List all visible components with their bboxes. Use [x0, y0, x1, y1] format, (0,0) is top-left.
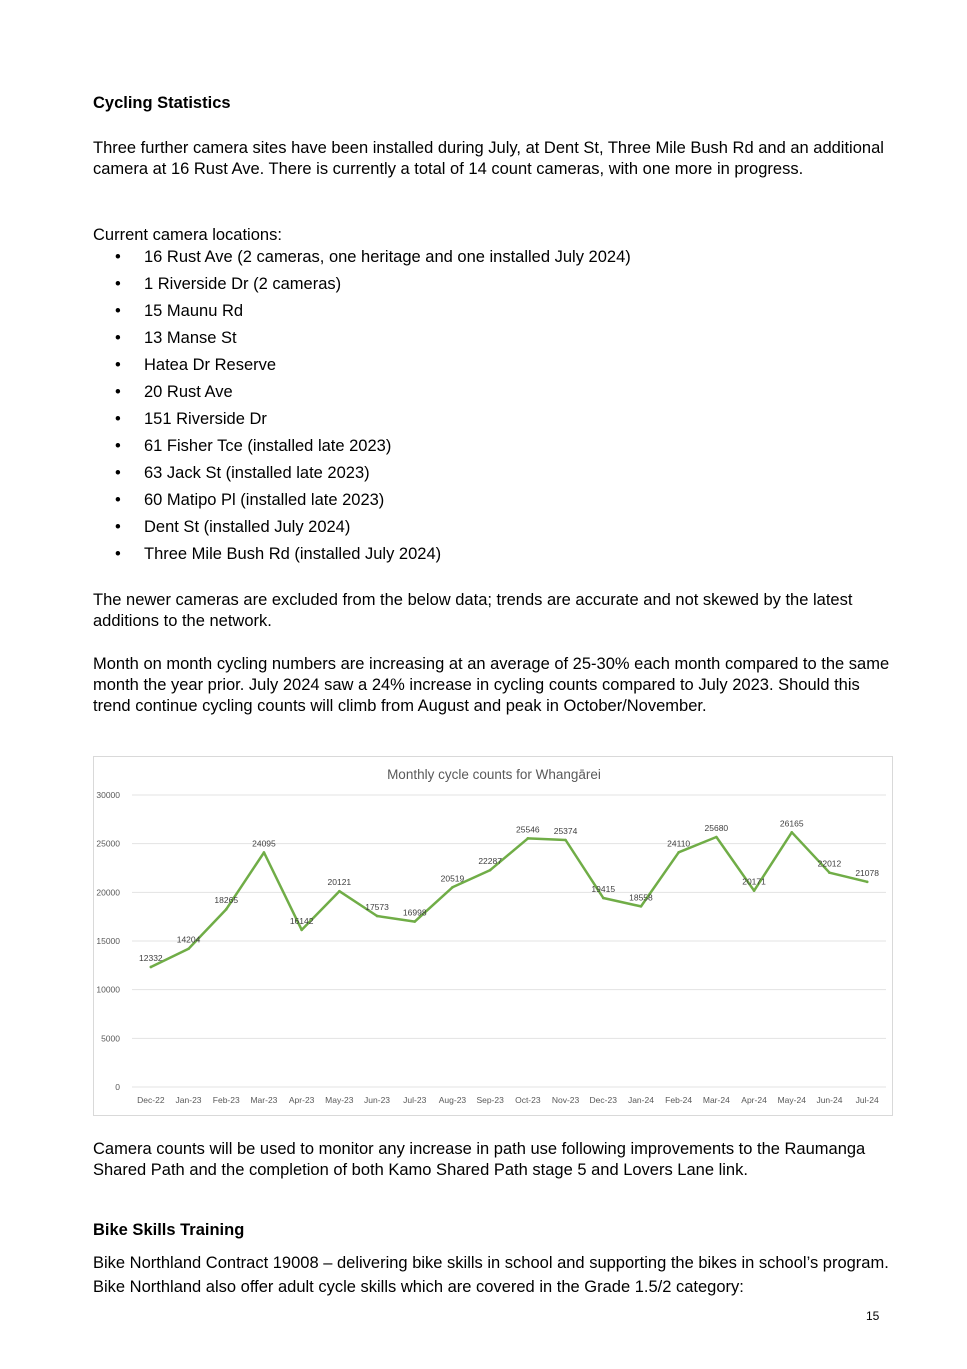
- data-point: [451, 886, 454, 889]
- y-tick-label: 20000: [96, 887, 120, 898]
- bullet-icon: •: [115, 545, 121, 563]
- data-label: 20519: [440, 873, 465, 884]
- data-point: [828, 871, 831, 874]
- data-label: 12332: [139, 952, 163, 963]
- data-point: [150, 966, 153, 969]
- x-tick-label: May-24: [777, 1095, 806, 1105]
- trend-paragraph: Month on month cycling numbers are increasing at an average of 25-30% each month compared to the same month the year prior. July 2024 saw a 24% increase in cycling counts compared to July 2023. Should this trend continue cycling counts will climb from August and peak in October/November.: [93, 655, 890, 715]
- camera-location-item: [93, 515, 631, 542]
- data-point: [338, 890, 341, 893]
- data-label: 16142: [289, 915, 314, 926]
- data-point: [715, 836, 718, 839]
- camera-location-item: [93, 272, 631, 299]
- x-tick-label: Aug-23: [438, 1095, 467, 1105]
- x-tick-label: May-23: [325, 1095, 354, 1105]
- x-tick-label: Jul-24: [855, 1095, 879, 1105]
- bullet-icon: •: [115, 383, 121, 401]
- data-point: [225, 908, 228, 911]
- camera-location-item: [93, 245, 631, 272]
- data-label: 17573: [365, 901, 389, 912]
- camera-location-text: Three Mile Bush Rd (installed July 2024): [144, 545, 442, 563]
- camera-location-text: 151 Riverside Dr: [144, 410, 267, 428]
- data-point: [602, 897, 605, 900]
- data-point: [527, 837, 530, 840]
- data-label: 26165: [779, 818, 804, 829]
- x-tick-label: Sep-23: [476, 1095, 504, 1105]
- x-tick-label: Feb-24: [665, 1095, 693, 1105]
- data-label: 25546: [516, 824, 540, 835]
- data-label: 18558: [629, 892, 653, 903]
- data-label: 20121: [327, 877, 352, 888]
- data-point: [753, 889, 756, 892]
- bullet-icon: •: [115, 248, 121, 266]
- x-tick-label: Feb-23: [212, 1095, 240, 1105]
- intro-paragraph: Three further camera sites have been installed during July, at Dent St, Three Mile Bush Rd and an additional camera at 16 Rust Ave. There is currently a total of 14 count cameras, with one more in progress.: [93, 139, 884, 178]
- camera-location-text: 61 Fisher Tce (installed late 2023): [144, 437, 392, 455]
- x-tick-label: Jun-23: [364, 1095, 391, 1105]
- locations-label: Current camera locations:: [93, 226, 282, 244]
- bullet-icon: •: [115, 464, 121, 482]
- camera-location-item: [93, 299, 631, 326]
- camera-location-text: Hatea Dr Reserve: [144, 356, 277, 374]
- data-label: 16998: [402, 907, 427, 918]
- camera-location-item: [93, 353, 631, 380]
- data-point: [866, 881, 869, 884]
- x-tick-label: Jan-23: [175, 1095, 202, 1105]
- y-tick-label: 0: [115, 1082, 120, 1092]
- x-tick-label: Mar-24: [702, 1095, 730, 1105]
- camera-location-item: [93, 380, 631, 407]
- data-label: 18265: [214, 895, 239, 906]
- data-point: [187, 947, 190, 950]
- data-label: 20171: [742, 876, 766, 887]
- section-heading-bike-skills-training: Bike Skills Training: [93, 1221, 245, 1239]
- page-number: 15: [866, 1309, 880, 1323]
- y-tick-label: 15000: [96, 936, 120, 946]
- data-label: 14204: [176, 934, 201, 945]
- bullet-icon: •: [115, 329, 121, 347]
- bullet-icon: •: [115, 275, 121, 293]
- x-tick-label: Apr-23: [288, 1095, 315, 1105]
- camera-location-item: [93, 326, 631, 353]
- camera-location-text: 60 Matipo Pl (installed late 2023): [144, 491, 385, 509]
- camera-location-text: 13 Manse St: [144, 329, 237, 347]
- camera-location-item: [93, 488, 631, 515]
- camera-location-item: [93, 542, 631, 569]
- y-tick-label: 10000: [96, 984, 120, 995]
- camera-location-text: 1 Riverside Dr (2 cameras): [144, 275, 342, 293]
- camera-location-text: 63 Jack St (installed late 2023): [144, 464, 370, 482]
- x-tick-label: Jun-24: [816, 1095, 843, 1105]
- bullet-icon: •: [115, 410, 121, 428]
- bullet-icon: •: [115, 302, 121, 320]
- bike-skills-paragraph: Bike Northland Contract 19008 – delivering bike skills in school and supporting the bikes in school’s program. Bike Northland also offer adult cycle skills which are covered in the Grade 1.5/2 category:: [93, 1254, 889, 1296]
- data-point: [300, 929, 303, 932]
- x-tick-label: Jan-24: [627, 1095, 654, 1105]
- bullet-icon: •: [115, 437, 121, 455]
- data-point: [790, 831, 793, 834]
- camera-location-text: 15 Maunu Rd: [144, 302, 244, 320]
- data-label: 21078: [855, 867, 879, 878]
- data-point: [677, 851, 680, 854]
- x-tick-label: Dec-23: [589, 1095, 617, 1105]
- chart-title: Monthly cycle counts for Whangārei: [387, 767, 601, 782]
- data-point: [564, 839, 567, 842]
- newer-cameras-note: The newer cameras are excluded from the below data; trends are accurate and not skewed by the latest additions to the network.: [93, 591, 853, 630]
- data-label: 22012: [817, 858, 842, 869]
- data-label: 24110: [667, 838, 691, 849]
- y-tick-label: 25000: [96, 838, 120, 849]
- camera-location-item: [93, 434, 631, 461]
- data-point: [640, 905, 643, 908]
- x-tick-label: Mar-23: [250, 1095, 278, 1105]
- cycle-counts-chart: [93, 756, 893, 1116]
- bullet-icon: •: [115, 356, 121, 374]
- camera-location-text: 20 Rust Ave: [144, 383, 233, 401]
- x-tick-label: Dec-22: [137, 1095, 165, 1105]
- y-tick-label: 30000: [96, 790, 120, 800]
- x-tick-label: Nov-23: [551, 1095, 580, 1105]
- series-line: [151, 832, 867, 967]
- section-heading-cycling-statistics: Cycling Statistics: [93, 94, 231, 112]
- y-tick-label: 5000: [101, 1033, 120, 1044]
- chart-svg: [94, 757, 894, 1117]
- data-label: 22287: [478, 856, 502, 867]
- x-tick-label: Oct-23: [515, 1095, 541, 1105]
- data-point: [413, 920, 416, 923]
- x-tick-label: Apr-24: [741, 1095, 767, 1105]
- data-label: 19415: [591, 884, 616, 895]
- camera-location-item: [93, 407, 631, 434]
- bullet-icon: •: [115, 518, 121, 536]
- data-label: 24095: [252, 838, 276, 849]
- camera-location-item: [93, 461, 631, 488]
- after-chart-paragraph: Camera counts will be used to monitor any increase in path use following improvements to the Raumanga Shared Path and the completion of both Kamo Shared Path stage 5 and Lovers Lane link.: [93, 1140, 866, 1179]
- bullet-icon: •: [115, 491, 121, 509]
- data-point: [376, 915, 379, 918]
- data-point: [489, 869, 492, 872]
- data-label: 25374: [553, 826, 578, 837]
- x-tick-label: Jul-23: [403, 1095, 427, 1105]
- data-point: [263, 851, 266, 854]
- data-label: 25680: [704, 823, 729, 834]
- camera-locations-list: [93, 245, 631, 569]
- camera-location-text: Dent St (installed July 2024): [144, 518, 351, 536]
- camera-location-text: 16 Rust Ave (2 cameras, one heritage and one installed July 2024): [144, 248, 631, 266]
